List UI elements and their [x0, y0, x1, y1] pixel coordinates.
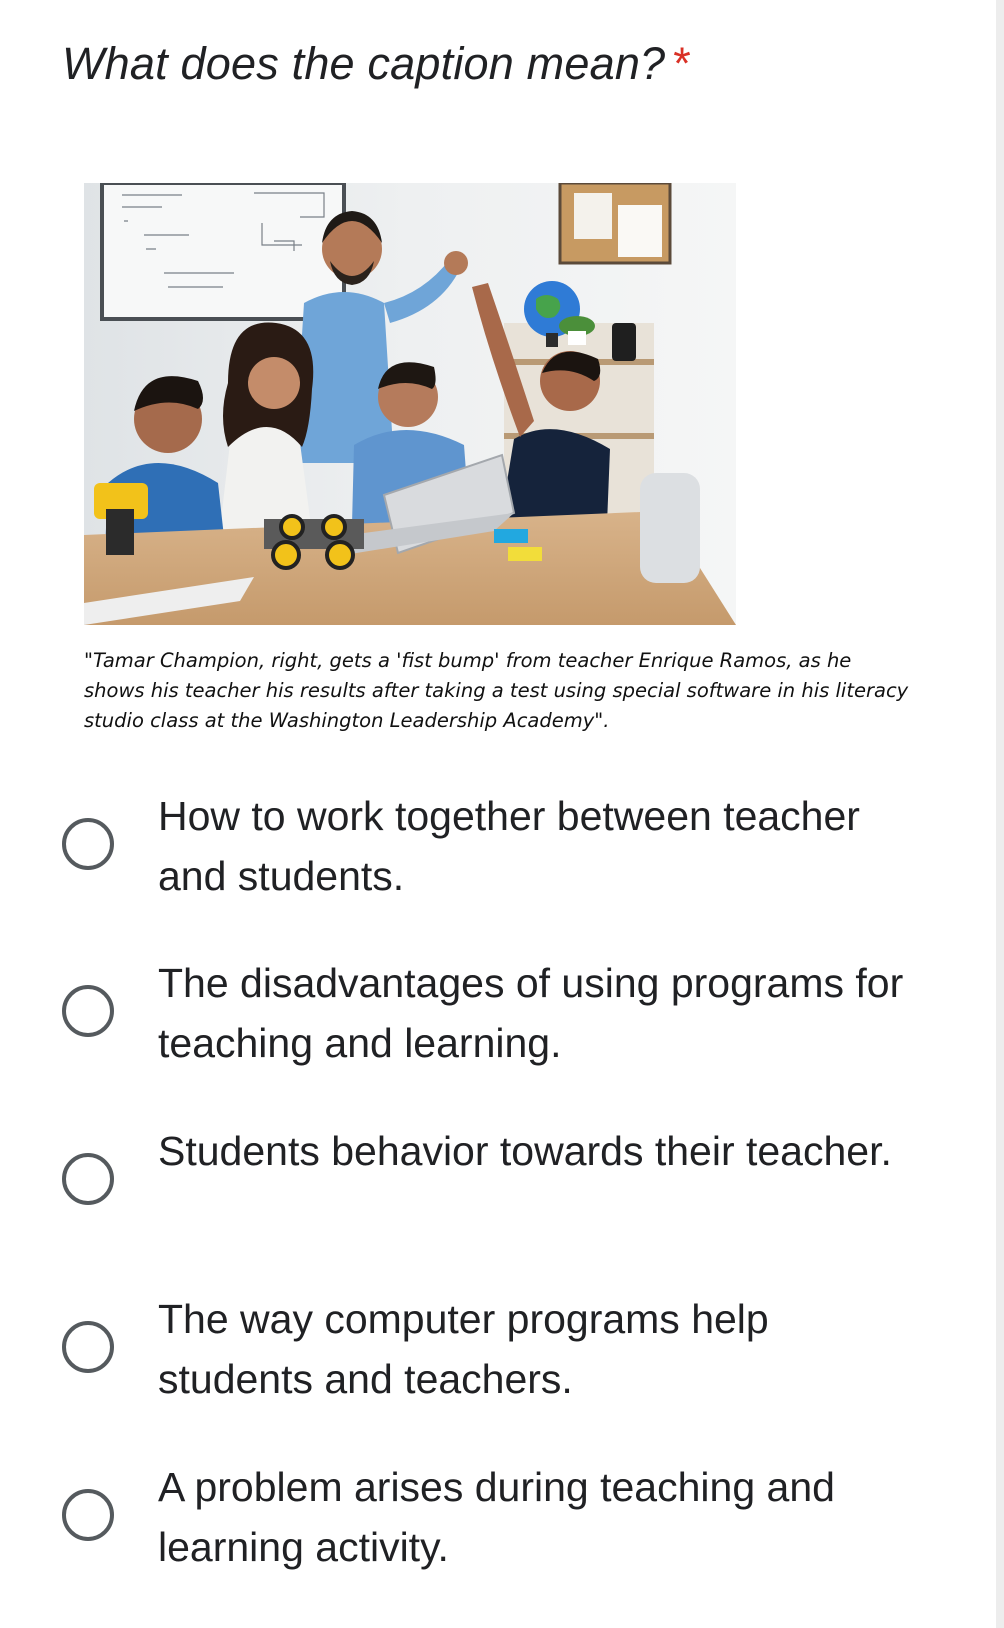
- option-label[interactable]: The disadvantages of using programs for teaching and learning.: [158, 960, 904, 1066]
- required-asterisk: *: [673, 38, 691, 89]
- question-text: What does the caption mean?: [62, 38, 666, 89]
- option-1[interactable]: [60, 794, 940, 924]
- radio-button[interactable]: [62, 1489, 114, 1541]
- question-title: [62, 38, 691, 90]
- option-3[interactable]: [60, 1129, 940, 1259]
- option-5[interactable]: [60, 1465, 940, 1595]
- scroll-edge: [996, 0, 1004, 1628]
- option-2[interactable]: [60, 961, 940, 1091]
- radio-button[interactable]: [62, 1321, 114, 1373]
- radio-button[interactable]: [62, 985, 114, 1037]
- option-label[interactable]: A problem arises during teaching and learning activity.: [158, 1464, 835, 1570]
- image-caption: "Tamar Champion, right, gets a 'fist bump' from teacher Enrique Ramos, as he shows his teacher his results after taking a test using special software in his literacy studio class at the Washington Leadership Academy".: [84, 649, 909, 732]
- classroom-photo: [84, 183, 736, 625]
- radio-button[interactable]: [62, 818, 114, 870]
- option-label[interactable]: Students behavior towards their teacher.: [158, 1128, 892, 1174]
- option-label[interactable]: The way computer programs help students and teachers.: [158, 1296, 769, 1402]
- option-4[interactable]: [60, 1297, 940, 1427]
- option-label[interactable]: How to work together between teacher and students.: [158, 793, 860, 899]
- radio-button[interactable]: [62, 1153, 114, 1205]
